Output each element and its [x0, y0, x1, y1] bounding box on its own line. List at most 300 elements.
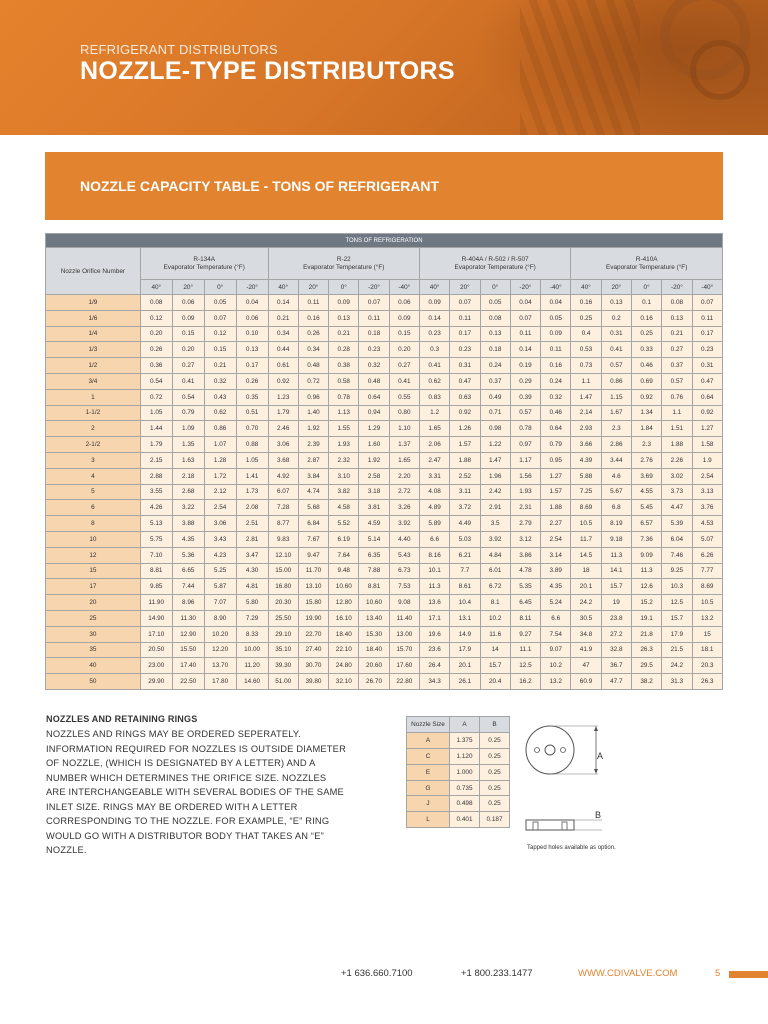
capacity-cell: 3.92 — [389, 516, 419, 532]
capacity-cell: 0.57 — [510, 405, 540, 421]
capacity-cell: 1.07 — [204, 437, 236, 453]
capacity-cell: 1.60 — [359, 437, 389, 453]
capacity-cell: 15.7 — [662, 610, 692, 626]
capacity-cell: 23.6 — [419, 642, 449, 658]
temperature-header: 20° — [601, 280, 631, 295]
capacity-cell: 0.24 — [480, 358, 510, 374]
capacity-cell: 2.08 — [236, 500, 268, 516]
capacity-cell: 3.88 — [172, 516, 204, 532]
capacity-cell: 0.05 — [480, 295, 510, 311]
table-row — [46, 484, 723, 500]
capacity-cell: 3.12 — [510, 531, 540, 547]
capacity-cell: 5.43 — [389, 547, 419, 563]
capacity-cell: 0.06 — [172, 295, 204, 311]
capacity-cell: 0.38 — [329, 358, 359, 374]
refrigerant-header: R-134A Evaporator Temperature (°F) — [140, 248, 268, 280]
orifice-number-cell: 35 — [46, 642, 141, 658]
capacity-cell: 2.86 — [601, 437, 631, 453]
capacity-cell: 1.67 — [601, 405, 631, 421]
capacity-cell: 20.1 — [571, 579, 601, 595]
dimension-cell: 1.375 — [450, 732, 480, 748]
capacity-cell: 0.21 — [662, 326, 692, 342]
capacity-cell: 1.05 — [140, 405, 172, 421]
temperature-header: 0° — [631, 280, 661, 295]
temperature-header: -20° — [236, 280, 268, 295]
capacity-cell: 2.54 — [541, 531, 571, 547]
table-row — [46, 579, 723, 595]
capacity-cell: 0.23 — [692, 342, 723, 358]
table-row — [46, 610, 723, 626]
capacity-cell: 1.26 — [450, 421, 480, 437]
capacity-cell: 0.26 — [298, 326, 328, 342]
capacity-cell: 3.26 — [389, 500, 419, 516]
capacity-cell: 0.69 — [631, 373, 661, 389]
capacity-cell: 3.76 — [692, 500, 723, 516]
capacity-cell: 0.58 — [329, 373, 359, 389]
capacity-cell: 11.7 — [571, 531, 601, 547]
capacity-cell: 5.39 — [662, 516, 692, 532]
capacity-cell: 21.5 — [662, 642, 692, 658]
orifice-number-cell: 3/4 — [46, 373, 141, 389]
capacity-cell: 16.10 — [329, 610, 359, 626]
capacity-cell: 3.06 — [268, 437, 298, 453]
capacity-cell: 20.3 — [692, 658, 723, 674]
temperature-header: -20° — [662, 280, 692, 295]
capacity-cell: 13.2 — [692, 610, 723, 626]
capacity-cell: 0.64 — [359, 389, 389, 405]
capacity-cell: 1.93 — [329, 437, 359, 453]
capacity-cell: 15.50 — [172, 642, 204, 658]
capacity-cell: 22.50 — [172, 674, 204, 690]
capacity-cell: 0.36 — [140, 358, 172, 374]
capacity-cell: 16.80 — [268, 579, 298, 595]
capacity-cell: 4.74 — [298, 484, 328, 500]
capacity-cell: 0.48 — [298, 358, 328, 374]
dimension-cell: 1.120 — [450, 748, 480, 764]
nozzle-notes — [46, 714, 346, 858]
capacity-cell: 26.3 — [692, 674, 723, 690]
capacity-cell: 0.09 — [172, 310, 204, 326]
orifice-number-cell: 40 — [46, 658, 141, 674]
capacity-cell: 3.73 — [662, 484, 692, 500]
capacity-cell: 5.24 — [541, 595, 571, 611]
capacity-cell: 2.47 — [419, 452, 449, 468]
capacity-cell: 0.07 — [359, 295, 389, 311]
capacity-cell: 0.29 — [510, 373, 540, 389]
orifice-number-cell: 25 — [46, 610, 141, 626]
capacity-cell: 29.10 — [268, 626, 298, 642]
table-row — [46, 437, 723, 453]
capacity-cell: 2.51 — [236, 516, 268, 532]
table-row — [46, 295, 723, 311]
capacity-cell: 0.83 — [419, 389, 449, 405]
capacity-cell: 0.21 — [204, 358, 236, 374]
capacity-cell: 0.41 — [389, 373, 419, 389]
orifice-column-header: Nozzle Orifice Number — [46, 248, 141, 295]
table-title: NOZZLE CAPACITY TABLE - TONS OF REFRIGERANT — [80, 178, 440, 194]
capacity-cell: 1.41 — [236, 468, 268, 484]
capacity-cell: 0.16 — [298, 310, 328, 326]
capacity-cell: 13.40 — [359, 610, 389, 626]
capacity-cell: 0.07 — [450, 295, 480, 311]
capacity-cell: 0.94 — [359, 405, 389, 421]
table-row — [46, 452, 723, 468]
capacity-cell: 4.58 — [329, 500, 359, 516]
capacity-cell: 5.36 — [172, 547, 204, 563]
capacity-cell: 0.08 — [480, 310, 510, 326]
temperature-header: -40° — [692, 280, 723, 295]
capacity-cell: 15.2 — [631, 595, 661, 611]
capacity-cell: 3.55 — [140, 484, 172, 500]
capacity-cell: 0.73 — [571, 358, 601, 374]
capacity-cell: 39.80 — [298, 674, 328, 690]
capacity-cell: 0.25 — [571, 310, 601, 326]
capacity-cell: 7.44 — [172, 579, 204, 595]
capacity-cell: 0.88 — [236, 437, 268, 453]
capacity-cell: 1.47 — [571, 389, 601, 405]
capacity-cell: 30.70 — [298, 658, 328, 674]
capacity-cell: 9.48 — [329, 563, 359, 579]
table-row — [46, 421, 723, 437]
capacity-cell: 10.1 — [419, 563, 449, 579]
page-number: 5 — [715, 968, 721, 979]
capacity-cell: 0.57 — [601, 358, 631, 374]
capacity-cell: 12.5 — [662, 595, 692, 611]
capacity-cell: 31.3 — [662, 674, 692, 690]
capacity-cell: 13.00 — [389, 626, 419, 642]
capacity-cell: 2.12 — [204, 484, 236, 500]
capacity-cell: 7.29 — [236, 610, 268, 626]
capacity-cell: 1.56 — [510, 468, 540, 484]
capacity-cell: 47 — [571, 658, 601, 674]
capacity-cell: 0.06 — [389, 295, 419, 311]
capacity-cell: 2.20 — [389, 468, 419, 484]
capacity-cell: 11.3 — [419, 579, 449, 595]
capacity-cell: 1.27 — [541, 468, 571, 484]
orifice-number-cell: 4 — [46, 468, 141, 484]
capacity-cell: 7.88 — [359, 563, 389, 579]
capacity-cell: 0.47 — [692, 373, 723, 389]
capacity-cell: 0.53 — [571, 342, 601, 358]
capacity-cell: 10.4 — [450, 595, 480, 611]
capacity-cell: 8.69 — [571, 500, 601, 516]
capacity-cell: 16.2 — [510, 674, 540, 690]
capacity-cell: 6.84 — [298, 516, 328, 532]
capacity-cell: 2.31 — [510, 500, 540, 516]
capacity-cell: 0.92 — [450, 405, 480, 421]
capacity-cell: 1.92 — [359, 452, 389, 468]
ring-side-hole-right — [562, 822, 567, 830]
capacity-cell: 17.10 — [140, 626, 172, 642]
capacity-cell: 0.44 — [268, 342, 298, 358]
capacity-cell: 4.26 — [140, 500, 172, 516]
table-row — [46, 595, 723, 611]
table-row — [407, 732, 510, 748]
capacity-cell: 3.06 — [204, 516, 236, 532]
capacity-cell: 4.53 — [692, 516, 723, 532]
nozzle-capacity-table — [45, 233, 723, 690]
dimension-b-label: B — [595, 810, 602, 820]
table-row — [407, 764, 510, 780]
capacity-cell: 0.54 — [172, 389, 204, 405]
capacity-cell: 12.6 — [631, 579, 661, 595]
temperature-header: 40° — [571, 280, 601, 295]
capacity-cell: 3.31 — [419, 468, 449, 484]
capacity-cell: 11.6 — [480, 626, 510, 642]
capacity-cell: 24.2 — [662, 658, 692, 674]
capacity-cell: 3.02 — [662, 468, 692, 484]
capacity-cell: 1.10 — [389, 421, 419, 437]
capacity-cell: 0.3 — [419, 342, 449, 358]
capacity-cell: 0.17 — [692, 326, 723, 342]
nozzle-size-cell: C — [407, 748, 450, 764]
capacity-cell: 22.80 — [389, 674, 419, 690]
capacity-cell: 8.96 — [172, 595, 204, 611]
temperature-header: -20° — [359, 280, 389, 295]
capacity-cell: 1.73 — [236, 484, 268, 500]
capacity-cell: 7.46 — [662, 547, 692, 563]
capacity-cell: 0.09 — [389, 310, 419, 326]
capacity-cell: 0.31 — [450, 358, 480, 374]
capacity-cell: 1.57 — [450, 437, 480, 453]
capacity-cell: 3.68 — [268, 452, 298, 468]
capacity-cell: 24.80 — [329, 658, 359, 674]
temperature-header: 20° — [298, 280, 328, 295]
capacity-cell: 14.9 — [450, 626, 480, 642]
capacity-cell: 7.54 — [541, 626, 571, 642]
capacity-cell: 29.5 — [631, 658, 661, 674]
capacity-cell: 4.84 — [480, 547, 510, 563]
capacity-cell: 2.3 — [601, 421, 631, 437]
temperature-header-row — [46, 280, 723, 295]
capacity-cell: 35.10 — [268, 642, 298, 658]
refrigerant-header: R-22 Evaporator Temperature (°F) — [268, 248, 419, 280]
capacity-cell: 34.3 — [419, 674, 449, 690]
capacity-cell: 0.2 — [601, 310, 631, 326]
capacity-cell: 6.6 — [419, 531, 449, 547]
capacity-cell: 0.72 — [298, 373, 328, 389]
section-kicker: REFRIGERANT DISTRIBUTORS — [80, 42, 278, 57]
capacity-cell: 0.15 — [389, 326, 419, 342]
capacity-cell: 1.79 — [140, 437, 172, 453]
capacity-cell: 34.8 — [571, 626, 601, 642]
table-row — [46, 626, 723, 642]
capacity-cell: 1.88 — [541, 500, 571, 516]
capacity-cell: 0.19 — [510, 358, 540, 374]
capacity-cell: 0.23 — [450, 342, 480, 358]
capacity-cell: 5.07 — [692, 531, 723, 547]
capacity-cell: 6.73 — [389, 563, 419, 579]
capacity-cell: 1.88 — [450, 452, 480, 468]
capacity-cell: 3.92 — [480, 531, 510, 547]
orifice-number-cell: 12 — [46, 547, 141, 563]
capacity-cell: 0.35 — [236, 389, 268, 405]
capacity-cell: 15.80 — [298, 595, 328, 611]
footer-phone-tollfree: +1 800.233.1477 — [461, 968, 533, 979]
capacity-cell: 13.6 — [419, 595, 449, 611]
capacity-cell: 0.14 — [510, 342, 540, 358]
capacity-cell: 18.40 — [329, 626, 359, 642]
capacity-cell: 4.08 — [419, 484, 449, 500]
capacity-cell: 23.00 — [140, 658, 172, 674]
capacity-cell: 0.11 — [510, 326, 540, 342]
capacity-cell: 2.06 — [419, 437, 449, 453]
orifice-number-cell: 5 — [46, 484, 141, 500]
capacity-cell: 2.42 — [480, 484, 510, 500]
capacity-cell: 1.55 — [329, 421, 359, 437]
capacity-cell: 0.11 — [541, 342, 571, 358]
capacity-cell: 10.20 — [204, 626, 236, 642]
capacity-cell: 10.60 — [329, 579, 359, 595]
capacity-cell: 1.1 — [662, 405, 692, 421]
capacity-cell: 0.31 — [601, 326, 631, 342]
capacity-cell: 47.7 — [601, 674, 631, 690]
capacity-cell: 4.39 — [571, 452, 601, 468]
footer-website-link[interactable]: WWW.CDIVALVE.COM — [578, 968, 678, 979]
capacity-cell: 27.40 — [298, 642, 328, 658]
capacity-cell: 0.31 — [692, 358, 723, 374]
dimension-cell: 0.25 — [480, 748, 510, 764]
capacity-cell: 0.37 — [480, 373, 510, 389]
capacity-cell: 6.01 — [480, 563, 510, 579]
capacity-cell: 27.2 — [601, 626, 631, 642]
capacity-cell: 60.9 — [571, 674, 601, 690]
capacity-cell: 0.26 — [236, 373, 268, 389]
capacity-cell: 1.28 — [204, 452, 236, 468]
dimension-cell: 0.25 — [480, 764, 510, 780]
capacity-cell: 22.10 — [329, 642, 359, 658]
capacity-cell: 51.00 — [268, 674, 298, 690]
capacity-cell: 0.13 — [601, 295, 631, 311]
orifice-number-cell: 30 — [46, 626, 141, 642]
table-group-header: TONS OF REFRIGERATION — [46, 234, 723, 248]
table-row — [46, 674, 723, 690]
capacity-cell: 8.81 — [359, 579, 389, 595]
capacity-cell: 0.09 — [329, 295, 359, 311]
dimension-b-header: B — [480, 717, 510, 733]
capacity-cell: 7.07 — [204, 595, 236, 611]
capacity-cell: 2.39 — [298, 437, 328, 453]
capacity-cell: 0.72 — [140, 389, 172, 405]
capacity-cell: 8.19 — [601, 516, 631, 532]
capacity-cell: 0.92 — [268, 373, 298, 389]
capacity-cell: 5.75 — [140, 531, 172, 547]
capacity-cell: 0.09 — [419, 295, 449, 311]
capacity-cell: 6.57 — [631, 516, 661, 532]
capacity-cell: 1.09 — [172, 421, 204, 437]
capacity-cell: 7.10 — [140, 547, 172, 563]
capacity-cell: 0.16 — [571, 295, 601, 311]
capacity-cell: 0.79 — [541, 437, 571, 453]
orifice-number-cell: 1/2 — [46, 358, 141, 374]
capacity-cell: 0.32 — [541, 389, 571, 405]
dimension-a-header: A — [450, 717, 480, 733]
capacity-cell: 12.10 — [268, 547, 298, 563]
capacity-cell: 39.30 — [268, 658, 298, 674]
capacity-cell: 38.2 — [631, 674, 661, 690]
capacity-cell: 0.61 — [268, 358, 298, 374]
capacity-cell: 23.8 — [601, 610, 631, 626]
footer-accent-bar — [729, 971, 768, 978]
capacity-cell: 2.81 — [236, 531, 268, 547]
capacity-cell: 17.40 — [172, 658, 204, 674]
capacity-cell: 0.55 — [389, 389, 419, 405]
capacity-cell: 0.23 — [359, 342, 389, 358]
capacity-cell: 8.90 — [204, 610, 236, 626]
capacity-cell: 26.1 — [450, 674, 480, 690]
capacity-cell: 3.43 — [204, 531, 236, 547]
capacity-cell: 5.45 — [631, 500, 661, 516]
capacity-cell: 20.60 — [359, 658, 389, 674]
capacity-cell: 5.52 — [329, 516, 359, 532]
capacity-cell: 3.13 — [692, 484, 723, 500]
capacity-cell: 2.91 — [480, 500, 510, 516]
capacity-cell: 12.80 — [329, 595, 359, 611]
orifice-number-cell: 8 — [46, 516, 141, 532]
nozzle-size-header: Nozzle Size — [407, 717, 450, 733]
capacity-cell: 0.51 — [236, 405, 268, 421]
capacity-cell: 0.86 — [601, 373, 631, 389]
capacity-cell: 1.92 — [298, 421, 328, 437]
capacity-cell: 21.8 — [631, 626, 661, 642]
capacity-cell: 0.24 — [541, 373, 571, 389]
capacity-cell: 3.5 — [480, 516, 510, 532]
capacity-cell: 1.9 — [692, 452, 723, 468]
temperature-header: 20° — [172, 280, 204, 295]
capacity-cell: 2.68 — [172, 484, 204, 500]
capacity-cell: 0.78 — [510, 421, 540, 437]
nozzle-size-cell: E — [407, 764, 450, 780]
ring-side-hole-left — [533, 822, 538, 830]
capacity-cell: 0.32 — [204, 373, 236, 389]
capacity-cell: 1.15 — [601, 389, 631, 405]
capacity-cell: 0.34 — [268, 326, 298, 342]
capacity-cell: 19.6 — [419, 626, 449, 642]
orifice-number-cell: 6 — [46, 500, 141, 516]
dimension-cell: 0.498 — [450, 796, 480, 812]
capacity-cell: 2.79 — [510, 516, 540, 532]
capacity-cell: 0.97 — [510, 437, 540, 453]
notes-heading: NOZZLES AND RETAINING RINGS — [46, 714, 198, 724]
table-row — [46, 358, 723, 374]
capacity-cell: 8.69 — [692, 579, 723, 595]
capacity-cell: 7.77 — [692, 563, 723, 579]
capacity-cell: 2.14 — [571, 405, 601, 421]
capacity-cell: 1.22 — [480, 437, 510, 453]
table-row — [407, 748, 510, 764]
capacity-cell: 0.05 — [541, 310, 571, 326]
capacity-cell: 4.47 — [662, 500, 692, 516]
capacity-cell: 8.81 — [140, 563, 172, 579]
capacity-cell: 10.5 — [692, 595, 723, 611]
capacity-cell: 0.17 — [236, 358, 268, 374]
capacity-cell: 0.27 — [662, 342, 692, 358]
capacity-cell: 11.3 — [631, 563, 661, 579]
capacity-cell: 17.60 — [389, 658, 419, 674]
capacity-cell: 6.19 — [329, 531, 359, 547]
capacity-cell: 5.25 — [204, 563, 236, 579]
capacity-cell: 4.78 — [510, 563, 540, 579]
capacity-cell: 0.41 — [172, 373, 204, 389]
capacity-cell: 11.40 — [389, 610, 419, 626]
capacity-cell: 17.9 — [450, 642, 480, 658]
table-row — [46, 389, 723, 405]
capacity-cell: 10.60 — [359, 595, 389, 611]
capacity-cell: 0.96 — [298, 389, 328, 405]
capacity-cell: 0.79 — [172, 405, 204, 421]
capacity-cell: 1.44 — [140, 421, 172, 437]
capacity-cell: 0.15 — [204, 342, 236, 358]
